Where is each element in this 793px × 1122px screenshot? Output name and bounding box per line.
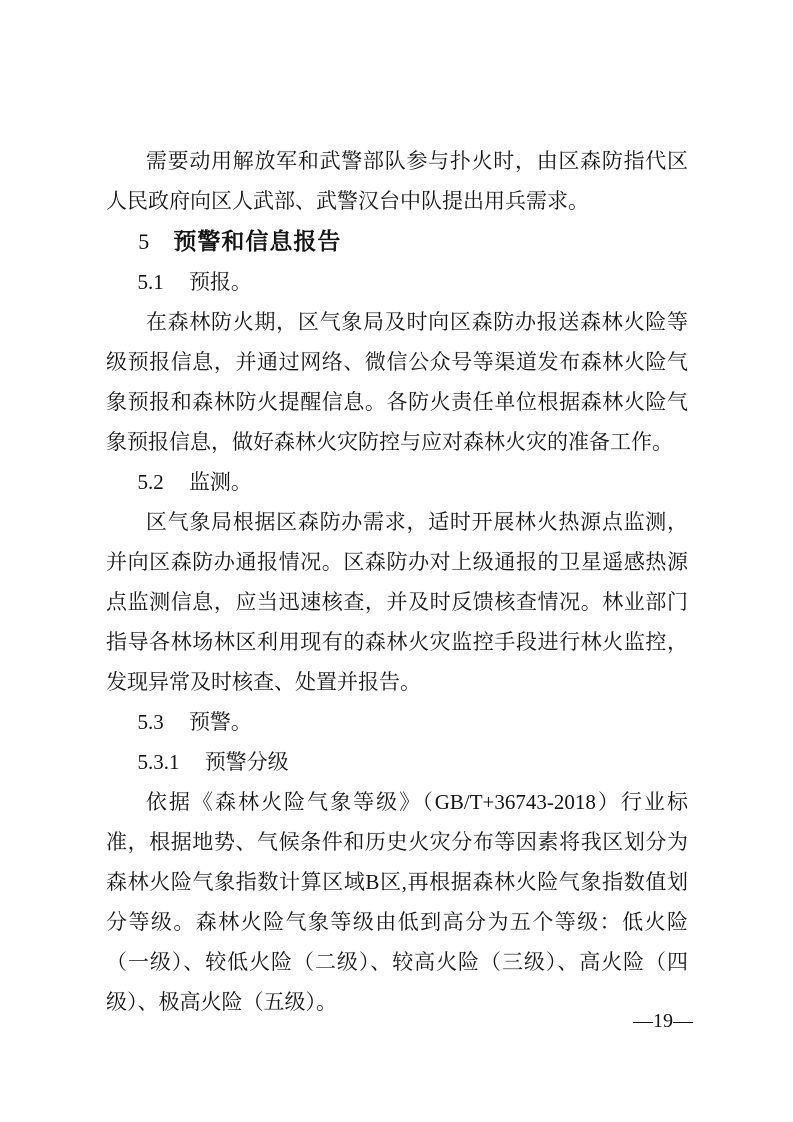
section-heading-5-1	[106, 262, 688, 302]
section-heading-5-3	[106, 702, 688, 742]
chapter-number: 5	[138, 229, 150, 254]
section-title-5-1: 预报。	[188, 270, 252, 294]
section-title-5-3: 预警。	[188, 710, 252, 734]
section-title-5-3-1: 预警分级	[204, 750, 289, 774]
section-number-5-3: 5.3	[137, 710, 164, 734]
section-heading-5-3-1	[106, 742, 688, 782]
section-body-5-3-1: 依据《森林火险气象等级》（GB/T+36743-2018）行业标准，根据地势、气候条件和历史火灾分布等因素将我区划分为森林火险气象指数计算区域B区,再根据森林火险气象指数值划分等级。森林火险气象等级由低到高分为五个等级：低火险（一级）、较低火险（二级）、较高火险（三级）、高火险（四级）、极高火险（五级）。	[106, 790, 688, 1014]
section-body-5-2: 区气象局根据区森防办需求，适时开展林火热源点监测，并向区森防办通报情况。区森防办对上级通报的卫星遥感热源点监测信息，应当迅速核查，并及时反馈核查情况。林业部门指导各林场林区利用现有的森林火灾监控手段进行林火监控，发现异常及时核查、处置并报告。	[106, 510, 688, 694]
section-heading-5-2	[106, 462, 688, 502]
section-title-5-2: 监测。	[188, 470, 252, 494]
chapter-5-heading	[106, 221, 688, 262]
section-number-5-3-1: 5.3.1	[137, 750, 180, 774]
paragraph-troop-request: 需要动用解放军和武警部队参与扑火时，由区森防指代区人民政府向区人武部、武警汉台中队提出用兵需求。	[106, 149, 688, 213]
chapter-title: 预警和信息报告	[173, 228, 342, 254]
section-body-5-1: 在森林防火期，区气象局及时向区森防办报送森林火险等级预报信息，并通过网络、微信公众号等渠道发布森林火险气象预报和森林防火提醒信息。各防火责任单位根据森林火险气象预报信息，做好森林火灾防控与应对森林火灾的准备工作。	[106, 310, 688, 454]
document-body	[106, 141, 688, 1022]
section-number-5-1: 5.1	[137, 270, 164, 294]
section-number-5-2: 5.2	[137, 470, 164, 494]
page-number: —19—	[633, 1010, 693, 1032]
